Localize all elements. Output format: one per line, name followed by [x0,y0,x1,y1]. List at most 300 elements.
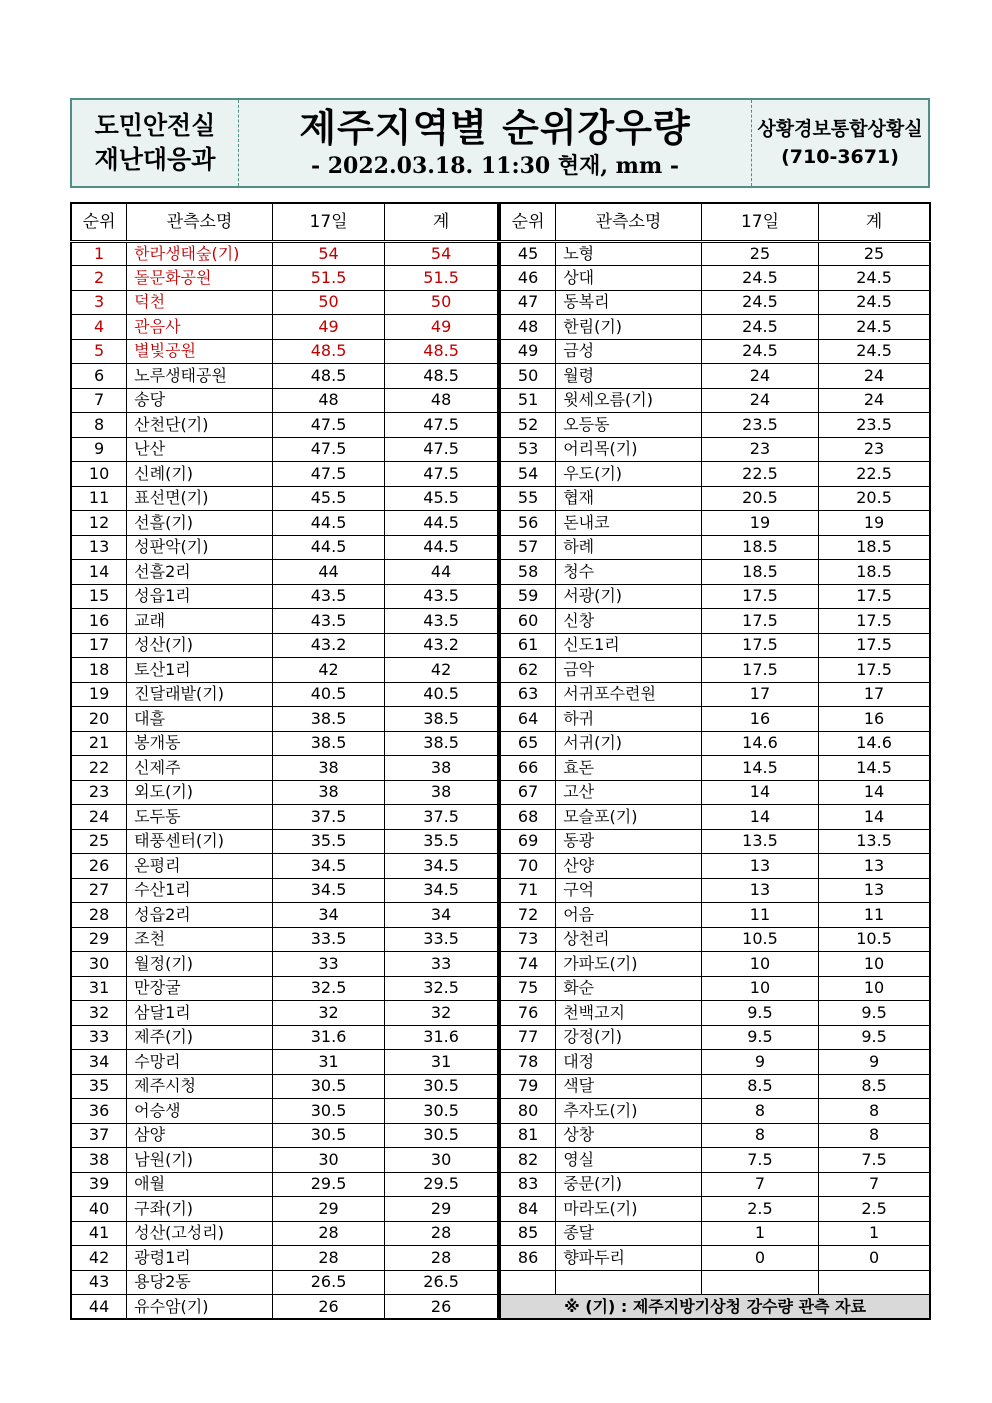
day17-rain-cell: 43.5 [272,609,384,634]
rank-cell: 64 [500,707,556,732]
empty-cell [500,1270,556,1295]
department-block [72,100,239,186]
rank-cell: 19 [71,682,127,707]
day17-rain-cell: 30.5 [272,1074,384,1099]
rank-cell: 60 [500,609,556,634]
day17-rain-cell: 23.5 [701,413,818,438]
station-name-cell [127,756,273,781]
table-row [71,511,498,536]
total-rain-cell: 32 [385,1001,498,1026]
total-rain-cell: 24 [819,388,930,413]
station-name-text: 하귀 [563,708,595,728]
rank-cell: 70 [500,854,556,879]
col-header-station: 관측소명 [556,203,702,241]
rank-cell: 73 [500,927,556,952]
station-name-text: 성판악(기) [134,537,209,557]
table-row [500,437,930,462]
station-name-text: 청수 [563,561,595,581]
day17-rain-cell: 19 [701,511,818,536]
station-name-cell [556,878,702,903]
day17-rain-cell: 13 [701,878,818,903]
day17-rain-cell: 8 [701,1123,818,1148]
station-name-text: 광령1리 [134,1247,191,1267]
day17-rain-cell: 24.5 [701,290,818,315]
table-row [71,1025,498,1050]
station-name-cell [127,315,273,340]
rank-cell: 16 [71,609,127,634]
rank-cell: 80 [500,1099,556,1124]
station-name-text: 별빛공원 [134,341,196,361]
station-name-cell [556,290,702,315]
rank-cell: 68 [500,805,556,830]
station-name-cell [556,437,702,462]
table-row [71,976,498,1001]
station-name-text: 월령 [563,365,595,385]
day17-rain-cell: 24.5 [701,339,818,364]
station-name-text: 동복리 [563,292,610,312]
rank-cell: 17 [71,633,127,658]
day17-rain-cell: 14 [701,780,818,805]
table-row [500,1099,930,1124]
table-row [500,584,930,609]
total-rain-cell: 17 [819,682,930,707]
station-name-cell [556,658,702,683]
station-name-cell [127,1221,273,1246]
station-name-cell [556,486,702,511]
day17-rain-cell: 30 [272,1148,384,1173]
station-name-text: 화순 [563,978,595,998]
table-row [71,437,498,462]
total-rain-cell: 17.5 [819,609,930,634]
total-rain-cell: 50 [385,290,498,315]
station-name-cell [556,633,702,658]
station-name-cell [127,1001,273,1026]
station-name-cell [127,1172,273,1197]
day17-rain-cell: 48.5 [272,339,384,364]
station-name-cell [556,805,702,830]
table-row [71,1246,498,1271]
day17-rain-cell: 14.5 [701,756,818,781]
rank-cell: 3 [71,290,127,315]
station-name-text: 수산1리 [134,880,191,900]
station-name-cell [127,805,273,830]
station-name-text: 돈내코 [563,512,610,532]
station-name-text: 협재 [563,488,595,508]
total-rain-cell: 9.5 [819,1025,930,1050]
table-row [71,1099,498,1124]
day17-rain-cell: 10 [701,952,818,977]
station-name-text: 산천단(기) [134,414,209,434]
station-name-cell [127,266,273,291]
station-name-text: 어승생 [134,1100,181,1120]
total-rain-cell: 38.5 [385,731,498,756]
day17-rain-cell: 28 [272,1221,384,1246]
rank-cell: 59 [500,584,556,609]
station-name-text: 한라생태숲(기) [134,243,240,263]
total-rain-cell: 9.5 [819,1001,930,1026]
station-name-text: 오등동 [563,414,610,434]
station-name-cell [556,903,702,928]
station-name-cell [127,413,273,438]
station-name-cell [556,462,702,487]
total-rain-cell: 51.5 [385,266,498,291]
station-name-text: 조천 [134,929,166,949]
station-name-text: 고산 [563,782,595,802]
table-row [71,1221,498,1246]
day17-rain-cell: 40.5 [272,682,384,707]
station-name-text: 외도(기) [134,782,194,802]
table-row [71,1172,498,1197]
station-name-cell [127,1148,273,1173]
total-rain-cell: 18.5 [819,535,930,560]
day17-rain-cell: 0 [701,1246,818,1271]
station-name-cell [127,682,273,707]
station-name-cell [556,1172,702,1197]
table-row [500,1221,930,1246]
table-row [71,1074,498,1099]
table-row [500,1074,930,1099]
rank-cell: 23 [71,780,127,805]
table-row [71,462,498,487]
rank-cell: 12 [71,511,127,536]
total-rain-cell: 22.5 [819,462,930,487]
station-name-text: 표선면(기) [134,488,209,508]
day17-rain-cell: 28 [272,1246,384,1271]
station-name-text: 용당2동 [134,1272,191,1292]
station-name-cell [127,1050,273,1075]
table-row [500,854,930,879]
total-rain-cell: 26 [385,1295,498,1320]
rank-cell: 63 [500,682,556,707]
station-name-cell [127,927,273,952]
station-name-text: 남원(기) [134,1149,194,1169]
table-row [71,829,498,854]
total-rain-cell: 43.5 [385,609,498,634]
day17-rain-cell: 31 [272,1050,384,1075]
day17-rain-cell: 22.5 [701,462,818,487]
day17-rain-cell: 44.5 [272,535,384,560]
day17-rain-cell: 1 [701,1221,818,1246]
table-row [71,364,498,389]
station-name-text: 노형 [563,243,595,263]
table-row [500,1172,930,1197]
table-row [71,388,498,413]
total-rain-cell: 24.5 [819,339,930,364]
total-rain-cell: 17.5 [819,584,930,609]
day17-rain-cell: 49 [272,315,384,340]
station-name-text: 서귀포수련원 [563,684,656,704]
rank-cell: 30 [71,952,127,977]
day17-rain-cell: 17.5 [701,584,818,609]
station-name-text: 상창 [563,1125,595,1145]
day17-rain-cell: 43.5 [272,584,384,609]
total-rain-cell: 30.5 [385,1099,498,1124]
table-row [71,854,498,879]
rank-cell: 81 [500,1123,556,1148]
day17-rain-cell: 30.5 [272,1123,384,1148]
station-name-cell [556,584,702,609]
table-row [500,486,930,511]
day17-rain-cell: 10.5 [701,927,818,952]
total-rain-cell: 9 [819,1050,930,1075]
report-title: 제주지역별 순위강우량 [299,106,691,150]
table-row [500,927,930,952]
rank-cell: 24 [71,805,127,830]
station-name-text: 유수암(기) [134,1296,209,1316]
day17-rain-cell: 18.5 [701,560,818,585]
rank-cell: 84 [500,1197,556,1222]
station-name-text: 신례(기) [134,463,194,483]
rank-cell: 49 [500,339,556,364]
day17-rain-cell: 23 [701,437,818,462]
table-row [71,241,498,266]
day17-rain-cell: 14.6 [701,731,818,756]
rank-cell: 1 [71,241,127,266]
table-row [500,339,930,364]
rank-cell: 85 [500,1221,556,1246]
station-name-cell [556,1148,702,1173]
table-row [500,290,930,315]
day17-rain-cell: 2.5 [701,1197,818,1222]
total-rain-cell: 8.5 [819,1074,930,1099]
day17-rain-cell: 38 [272,780,384,805]
rank-cell: 55 [500,486,556,511]
day17-rain-cell: 35.5 [272,829,384,854]
total-rain-cell: 7.5 [819,1148,930,1173]
rank-cell: 83 [500,1172,556,1197]
day17-rain-cell: 54 [272,241,384,266]
total-rain-cell: 31.6 [385,1025,498,1050]
station-name-cell [127,658,273,683]
station-name-text: 가파도(기) [563,953,638,973]
table-row [71,952,498,977]
col-header-day17: 17일 [701,203,818,241]
col-header-station: 관측소명 [127,203,273,241]
station-name-text: 구좌(기) [134,1198,194,1218]
table-row [500,609,930,634]
table-row [500,952,930,977]
station-name-text: 천백고지 [563,1002,626,1022]
station-name-cell [127,707,273,732]
day17-rain-cell: 38.5 [272,731,384,756]
station-name-text: 봉개동 [134,733,181,753]
station-name-text: 선흘2리 [134,561,191,581]
total-rain-cell: 30 [385,1148,498,1173]
station-name-text: 신창 [563,610,595,630]
station-name-cell [556,535,702,560]
station-name-cell [127,388,273,413]
total-rain-cell: 34 [385,903,498,928]
day17-rain-cell: 8 [701,1099,818,1124]
station-name-text: 우도(기) [563,463,623,483]
day17-rain-cell: 7 [701,1172,818,1197]
rank-cell: 65 [500,731,556,756]
total-rain-cell: 1 [819,1221,930,1246]
table-row [500,413,930,438]
station-name-cell [127,952,273,977]
total-rain-cell: 8 [819,1099,930,1124]
station-name-text: 수망리 [134,1051,181,1071]
station-name-cell [127,780,273,805]
table-row [500,462,930,487]
rank-cell: 52 [500,413,556,438]
report-header [70,98,930,188]
station-name-text: 동광 [563,831,595,851]
station-name-text: 월정(기) [134,953,194,973]
rank-cell: 47 [500,290,556,315]
table-row [500,1050,930,1075]
total-rain-cell: 38 [385,780,498,805]
station-name-cell [127,364,273,389]
day17-rain-cell: 13.5 [701,829,818,854]
total-rain-cell: 34.5 [385,854,498,879]
station-name-text: 상천리 [563,929,610,949]
station-name-cell [556,511,702,536]
station-name-cell [127,609,273,634]
day17-rain-cell: 43.2 [272,633,384,658]
total-rain-cell: 44.5 [385,511,498,536]
day17-rain-cell: 44.5 [272,511,384,536]
table-row [71,756,498,781]
rank-cell: 26 [71,854,127,879]
station-name-text: 서광(기) [563,586,623,606]
station-name-text: 윗세오름(기) [563,390,653,410]
rank-cell: 77 [500,1025,556,1050]
rank-cell: 74 [500,952,556,977]
station-name-text: 모슬포(기) [563,806,638,826]
day17-rain-cell: 9 [701,1050,818,1075]
day17-rain-cell: 45.5 [272,486,384,511]
station-name-cell [556,1246,702,1271]
rank-cell: 36 [71,1099,127,1124]
total-rain-cell: 25 [819,241,930,266]
station-name-cell [556,413,702,438]
rank-cell: 15 [71,584,127,609]
station-name-cell [127,854,273,879]
station-name-cell [127,731,273,756]
total-rain-cell: 35.5 [385,829,498,854]
total-rain-cell: 24 [819,364,930,389]
station-name-text: 신제주 [134,757,181,777]
col-header-total: 계 [385,203,498,241]
day17-rain-cell: 24 [701,388,818,413]
station-name-cell [127,878,273,903]
station-name-cell [127,560,273,585]
station-name-cell [556,707,702,732]
day17-rain-cell: 24.5 [701,315,818,340]
total-rain-cell: 38.5 [385,707,498,732]
station-name-text: 추자도(기) [563,1100,638,1120]
day17-rain-cell: 38 [272,756,384,781]
table-row [500,805,930,830]
station-name-text: 신도1리 [563,635,620,655]
day17-rain-cell: 26 [272,1295,384,1320]
total-rain-cell: 10 [819,952,930,977]
day17-rain-cell: 42 [272,658,384,683]
rank-cell: 56 [500,511,556,536]
total-rain-cell: 16 [819,707,930,732]
station-name-cell [556,1074,702,1099]
total-rain-cell: 10.5 [819,927,930,952]
station-name-text: 도두동 [134,806,181,826]
station-name-cell [556,731,702,756]
station-name-text: 성산(기) [134,635,194,655]
station-name-cell [127,976,273,1001]
station-name-cell [127,633,273,658]
day17-rain-cell: 17.5 [701,609,818,634]
day17-rain-cell: 17.5 [701,633,818,658]
rank-cell: 67 [500,780,556,805]
rank-cell: 61 [500,633,556,658]
total-rain-cell: 28 [385,1246,498,1271]
rank-cell: 21 [71,731,127,756]
rank-cell: 32 [71,1001,127,1026]
table-row [500,1001,930,1026]
day17-rain-cell: 25 [701,241,818,266]
table-row [71,780,498,805]
rank-cell: 25 [71,829,127,854]
station-name-text: 금성 [563,341,595,361]
day17-rain-cell: 11 [701,903,818,928]
table-row [71,609,498,634]
total-rain-cell: 44 [385,560,498,585]
rank-cell: 72 [500,903,556,928]
day17-rain-cell: 31.6 [272,1025,384,1050]
total-rain-cell: 26.5 [385,1270,498,1295]
total-rain-cell: 2.5 [819,1197,930,1222]
station-name-text: 서귀(기) [563,733,623,753]
table-row [71,1123,498,1148]
total-rain-cell: 28 [385,1221,498,1246]
rank-cell: 78 [500,1050,556,1075]
rank-cell: 75 [500,976,556,1001]
rank-cell: 82 [500,1148,556,1173]
title-block [239,100,752,186]
total-rain-cell: 0 [819,1246,930,1271]
station-name-cell [556,1123,702,1148]
table-row [500,266,930,291]
rank-cell: 69 [500,829,556,854]
day17-rain-cell: 44 [272,560,384,585]
day17-rain-cell: 24 [701,364,818,389]
station-name-text: 금악 [563,659,595,679]
day17-rain-cell: 17 [701,682,818,707]
station-name-text: 성읍1리 [134,586,191,606]
rank-cell: 13 [71,535,127,560]
total-rain-cell: 33 [385,952,498,977]
report-subtitle: - 2022.03.18. 11:30 현재, mm - [310,153,680,179]
station-name-text: 한림(기) [563,316,623,336]
station-name-text: 향파두리 [563,1247,626,1267]
total-rain-cell: 43.2 [385,633,498,658]
station-name-cell [127,903,273,928]
station-name-text: 토산1리 [134,659,191,679]
table-row [71,658,498,683]
station-name-cell [556,976,702,1001]
station-name-cell [556,829,702,854]
rank-cell: 50 [500,364,556,389]
rank-cell: 2 [71,266,127,291]
rank-cell: 62 [500,658,556,683]
rank-cell: 28 [71,903,127,928]
station-name-cell [127,511,273,536]
station-name-cell [556,1001,702,1026]
total-rain-cell: 47.5 [385,462,498,487]
station-name-text: 어음 [563,904,595,924]
rank-cell: 79 [500,1074,556,1099]
total-rain-cell: 31 [385,1050,498,1075]
total-rain-cell: 24.5 [819,266,930,291]
